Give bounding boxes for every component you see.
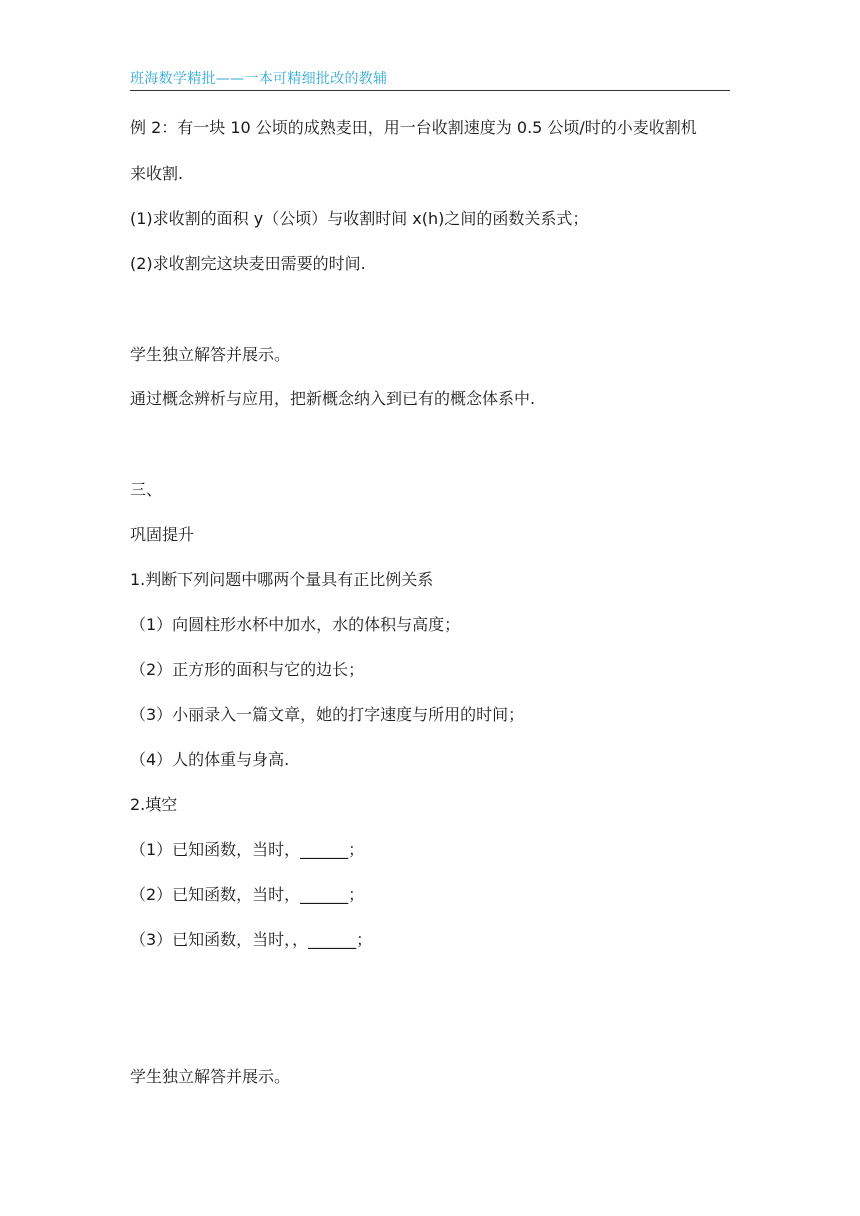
example-line-2: 来收割. (130, 164, 184, 183)
page-header (130, 68, 730, 91)
exercise-2-title: 2.填空 (130, 795, 178, 814)
exercise-2-item: （2）已知函数，当时，______； (130, 885, 365, 904)
exercise-2-item: （1）已知函数，当时，______； (130, 840, 365, 859)
exercise-1-item: （3）小丽录入一篇文章，她的打字速度与所用的时间； (130, 705, 525, 724)
exercise-1-item: （4）人的体重与身高. (130, 750, 290, 769)
example-line-1: 例 2：有一块 10 公顷的成熟麦田，用一台收割速度为 0.5 公顷/时的小麦收割机 (130, 118, 697, 137)
exercise-1-item: （2）正方形的面积与它的边长； (130, 660, 365, 679)
header-title: 班海数学精批——一本可精细批改的教辅 (130, 71, 388, 87)
exercise-1-title: 1.判断下列问题中哪两个量具有正比例关系 (130, 570, 434, 589)
student-note-2: 学生独立解答并展示。 (130, 1067, 291, 1086)
section-number: 三、 (130, 480, 163, 499)
exercise-2-item: （3）已知函数，当时，，______； (130, 930, 373, 949)
question-1: (1)求收割的面积 y（公顷）与收割时间 x(h)之间的函数关系式； (130, 209, 589, 228)
question-2: (2)求收割完这块麦田需要的时间. (130, 254, 366, 273)
student-note-1: 学生独立解答并展示。 (130, 345, 291, 364)
concept-note: 通过概念辨析与应用，把新概念纳入到已有的概念体系中. (130, 389, 536, 408)
exercise-1-item: （1）向圆柱形水杯中加水，水的体积与高度； (130, 615, 461, 634)
section-title: 巩固提升 (130, 525, 195, 544)
